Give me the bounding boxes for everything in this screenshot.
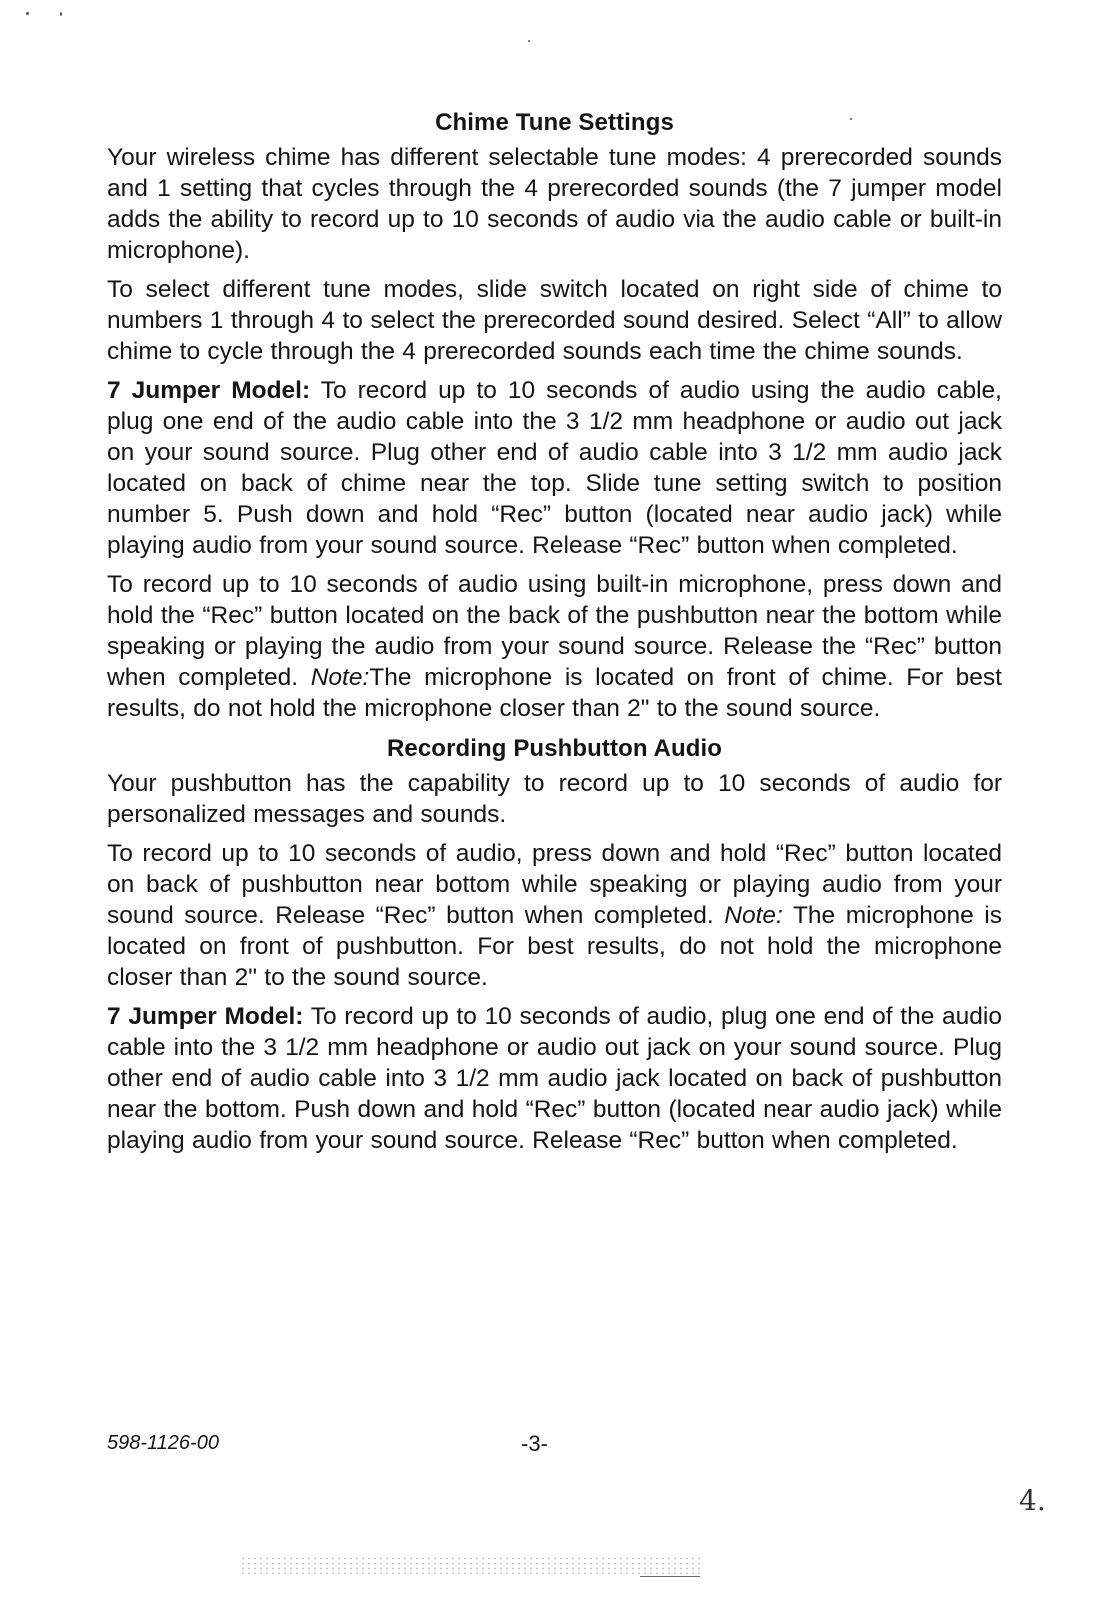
paragraph-tune-modes: Your wireless chime has different selectable tune modes: 4 prerecorded sounds and 1 setting that cycles through the 4 prerecorded sounds (the 7 jumper model adds the ability to record up to 10 seconds of audio via the audio cable or built-in microphone).: [107, 144, 1002, 264]
page-number: -3-: [521, 1431, 548, 1456]
scan-noise-line: [640, 1576, 700, 1577]
text-segment: mm audio jack located on back of pushbutton near the bottom. Push down and hold “Rec” button (located near audio jack) while playing audio from your sound source. Release “Rec” button when completed.: [107, 1065, 1002, 1154]
label-7-jumper-model: 7 Jumper Model:: [107, 1003, 304, 1030]
heading-chime-tune-settings: Chime Tune Settings: [435, 109, 674, 136]
scan-speck: [850, 118, 852, 120]
paragraph-select-tune: To select different tune modes, slide switch located on right side of chime to numbers 1 through 4 to select the prerecorded sound desired. Select “All” to allow chime to cycle through the 4 prerecorded sounds each time the chime sounds.: [107, 276, 1002, 365]
scan-speck: [26, 12, 29, 15]
text-segment: mm audio jack located on back of chime near the top. Slide tune setting switch to position number 5. Push down and hold “Rec” button (located near audio jack) while playing audio from your sound source. Release “Rec” button when completed.: [107, 439, 1002, 559]
fraction-half: 1/2: [285, 1034, 320, 1061]
label-7-jumper-model: 7 Jumper Model:: [107, 377, 311, 404]
text-segment: To record up to 10 seconds of audio using the audio cable, plug one end of the audio cable into the 3: [107, 377, 1002, 435]
paragraph-pushbutton-record: [107, 838, 1002, 993]
fraction-half: 1/2: [792, 439, 827, 466]
paragraph-pushbutton-capability: Your pushbutton has the capability to record up to 10 seconds of audio for personalized messages and sounds.: [107, 770, 1002, 828]
note-label: Note:: [724, 902, 783, 929]
paragraph-chime-microphone: [107, 569, 1002, 724]
scan-speck: [528, 40, 530, 42]
text-segment: mm headphone or audio out jack on your sound source. Plug other end of audio cable into 3: [107, 1034, 1002, 1092]
text-segment: The microphone is located on front of pushbutton. For best results, do not hold the microphone closer than 2" to the sound source.: [107, 902, 1002, 991]
document-code: 598-1126-00: [107, 1432, 219, 1454]
text-segment: The microphone is located on front of chime. For best results, do not hold the microphone closer than 2" to the sound source.: [107, 664, 1002, 722]
scan-noise: [240, 1556, 700, 1576]
handwritten-page-mark: 4.: [1019, 1484, 1046, 1517]
fraction-half: 1/2: [455, 1065, 490, 1092]
heading-recording-pushbutton-audio: Recording Pushbutton Audio: [386, 735, 722, 762]
text-segment: mm headphone or audio out jack on your sound source. Plug other end of audio cable into 3: [107, 408, 1002, 466]
text-segment: To record up to 10 seconds of audio using built-in microphone, press down and hold the “Rec” button located on the back of the pushbutton near the bottom while speaking or playing the audio from your sound source. Release the “Rec” button when completed.: [107, 571, 1002, 691]
note-label: Note:: [310, 664, 370, 691]
page-content: [107, 108, 1002, 1164]
text-segment: To record up to 10 seconds of audio, plug one end of the audio cable into the 3: [107, 1003, 1002, 1061]
paragraph-chime-7-jumper: [107, 375, 1002, 561]
scan-speck: [60, 12, 62, 16]
fraction-half: 1/2: [588, 408, 623, 435]
text-segment: To record up to 10 seconds of audio, press down and hold “Rec” button located on back of pushbutton near bottom while speaking or playing audio from your sound source. Release “Rec” button when completed.: [107, 840, 1002, 929]
paragraph-pushbutton-7-jumper: [107, 1001, 1002, 1156]
